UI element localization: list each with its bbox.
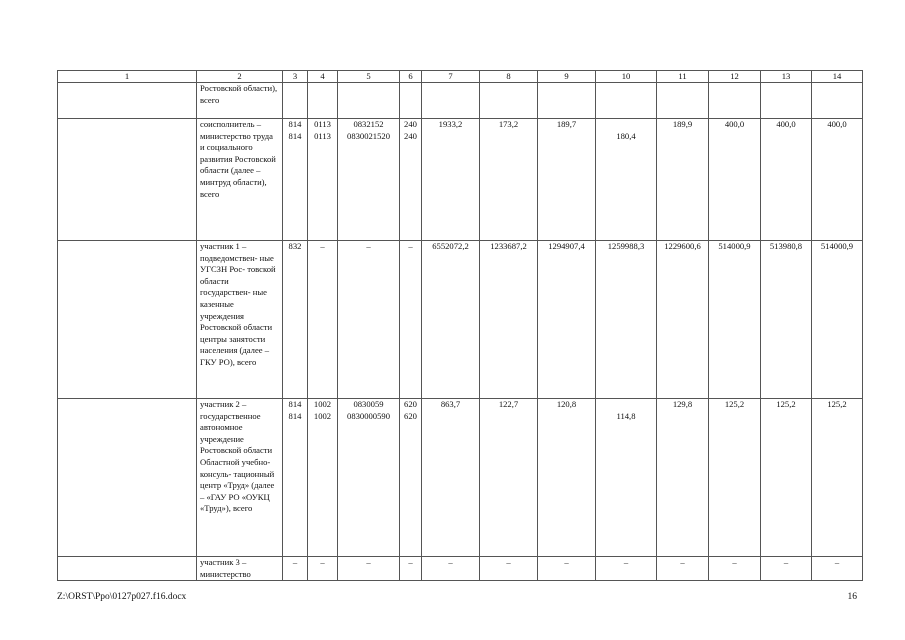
cell-col13: 125,2 bbox=[761, 399, 812, 557]
cell-col11: 189,9 bbox=[657, 119, 709, 241]
cell-col10 bbox=[596, 399, 657, 557]
cell-col7: – bbox=[422, 557, 480, 581]
cell-col4: 1002 1002 bbox=[308, 399, 338, 557]
header-cell: 7 bbox=[422, 71, 480, 83]
header-cell: 2 bbox=[197, 71, 283, 83]
cell-col14: 400,0 bbox=[812, 119, 863, 241]
header-cell: 14 bbox=[812, 71, 863, 83]
cell-col13: – bbox=[761, 557, 812, 581]
cell-col9: 189,7 bbox=[538, 119, 596, 241]
cell-col3 bbox=[283, 83, 308, 119]
cell-col12: 514000,9 bbox=[709, 241, 761, 399]
cell-name: участник 2 – государственное автономное учреждение Ростовской области Областной учебно-консуль- тационный центр «Труд» (далее – «ГАУ РО «ОУКЦ «Труд»), всего bbox=[197, 399, 283, 557]
cell-col12 bbox=[709, 83, 761, 119]
cell-name: участник 1 – подведомствен- ные УГСЗН Рос- товской области государствен- ные казенные учреждения Ростовской области центры занятости населения (далее – ГКУ РО), всего bbox=[197, 241, 283, 399]
header-cell: 4 bbox=[308, 71, 338, 83]
footer-page-number: 16 bbox=[847, 592, 857, 602]
header-cell: 9 bbox=[538, 71, 596, 83]
table-row bbox=[58, 399, 863, 557]
cell-col3: 814 814 bbox=[283, 399, 308, 557]
table-row bbox=[58, 119, 863, 241]
cell-col10: 1259988,3 bbox=[596, 241, 657, 399]
cell-col8 bbox=[480, 83, 538, 119]
header-cell: 10 bbox=[596, 71, 657, 83]
cell-col14: 125,2 bbox=[812, 399, 863, 557]
cell-col5: 0830059 0830000590 bbox=[338, 399, 400, 557]
cell-col4 bbox=[308, 83, 338, 119]
cell-col13 bbox=[761, 83, 812, 119]
cell-col1 bbox=[58, 83, 197, 119]
cell-col11 bbox=[657, 83, 709, 119]
cell-col6: 240 240 bbox=[400, 119, 422, 241]
header-cell: 13 bbox=[761, 71, 812, 83]
cell-col6: – bbox=[400, 557, 422, 581]
header-cell: 3 bbox=[283, 71, 308, 83]
cell-col1 bbox=[58, 241, 197, 399]
cell-col10-value: 180,4 bbox=[616, 131, 636, 141]
cell-col1 bbox=[58, 399, 197, 557]
header-row bbox=[58, 71, 863, 83]
cell-col14: 514000,9 bbox=[812, 241, 863, 399]
cell-col6: 620 620 bbox=[400, 399, 422, 557]
cell-col11: – bbox=[657, 557, 709, 581]
cell-col5: – bbox=[338, 241, 400, 399]
cell-col8: 173,2 bbox=[480, 119, 538, 241]
cell-col1 bbox=[58, 557, 197, 581]
footer-file-path: Z:\ORST\Ppo\0127p027.f16.docx bbox=[57, 592, 187, 602]
table-row bbox=[58, 557, 863, 581]
cell-col11: 129,8 bbox=[657, 399, 709, 557]
cell-col5: 0832152 0830021520 bbox=[338, 119, 400, 241]
cell-col7 bbox=[422, 83, 480, 119]
cell-col3: 832 bbox=[283, 241, 308, 399]
header-cell: 5 bbox=[338, 71, 400, 83]
cell-col4: 0113 0113 bbox=[308, 119, 338, 241]
cell-col9: 1294907,4 bbox=[538, 241, 596, 399]
cell-col7: 6552072,2 bbox=[422, 241, 480, 399]
cell-col13: 513980,8 bbox=[761, 241, 812, 399]
cell-col14: – bbox=[812, 557, 863, 581]
cell-col12: – bbox=[709, 557, 761, 581]
cell-col6: – bbox=[400, 241, 422, 399]
cell-col10: – bbox=[596, 557, 657, 581]
table-row bbox=[58, 241, 863, 399]
cell-col8: 1233687,2 bbox=[480, 241, 538, 399]
cell-col8: 122,7 bbox=[480, 399, 538, 557]
cell-col4: – bbox=[308, 241, 338, 399]
cell-col7: 1933,2 bbox=[422, 119, 480, 241]
cell-col9: 120,8 bbox=[538, 399, 596, 557]
cell-col4: – bbox=[308, 557, 338, 581]
cell-col13: 400,0 bbox=[761, 119, 812, 241]
cell-col5 bbox=[338, 83, 400, 119]
header-cell: 1 bbox=[58, 71, 197, 83]
cell-col12: 400,0 bbox=[709, 119, 761, 241]
cell-name: Ростовской области), всего bbox=[197, 83, 283, 119]
budget-table bbox=[57, 70, 863, 581]
header-cell: 12 bbox=[709, 71, 761, 83]
cell-col12: 125,2 bbox=[709, 399, 761, 557]
cell-col14 bbox=[812, 83, 863, 119]
header-cell: 6 bbox=[400, 71, 422, 83]
cell-col1 bbox=[58, 119, 197, 241]
cell-name: соисполнитель – министерство труда и социального развития Ростовской области (далее – минтруд области), всего bbox=[197, 119, 283, 241]
cell-col9: – bbox=[538, 557, 596, 581]
cell-col11: 1229600,6 bbox=[657, 241, 709, 399]
header-cell: 8 bbox=[480, 71, 538, 83]
cell-col10 bbox=[596, 119, 657, 241]
cell-col5: – bbox=[338, 557, 400, 581]
header-cell: 11 bbox=[657, 71, 709, 83]
cell-col9 bbox=[538, 83, 596, 119]
cell-name: участник 3 – министерство bbox=[197, 557, 283, 581]
cell-col3: 814 814 bbox=[283, 119, 308, 241]
cell-col8: – bbox=[480, 557, 538, 581]
cell-col3: – bbox=[283, 557, 308, 581]
cell-col6 bbox=[400, 83, 422, 119]
cell-col10 bbox=[596, 83, 657, 119]
cell-col10-value: 114,8 bbox=[616, 411, 636, 421]
cell-col7: 863,7 bbox=[422, 399, 480, 557]
table-row bbox=[58, 83, 863, 119]
